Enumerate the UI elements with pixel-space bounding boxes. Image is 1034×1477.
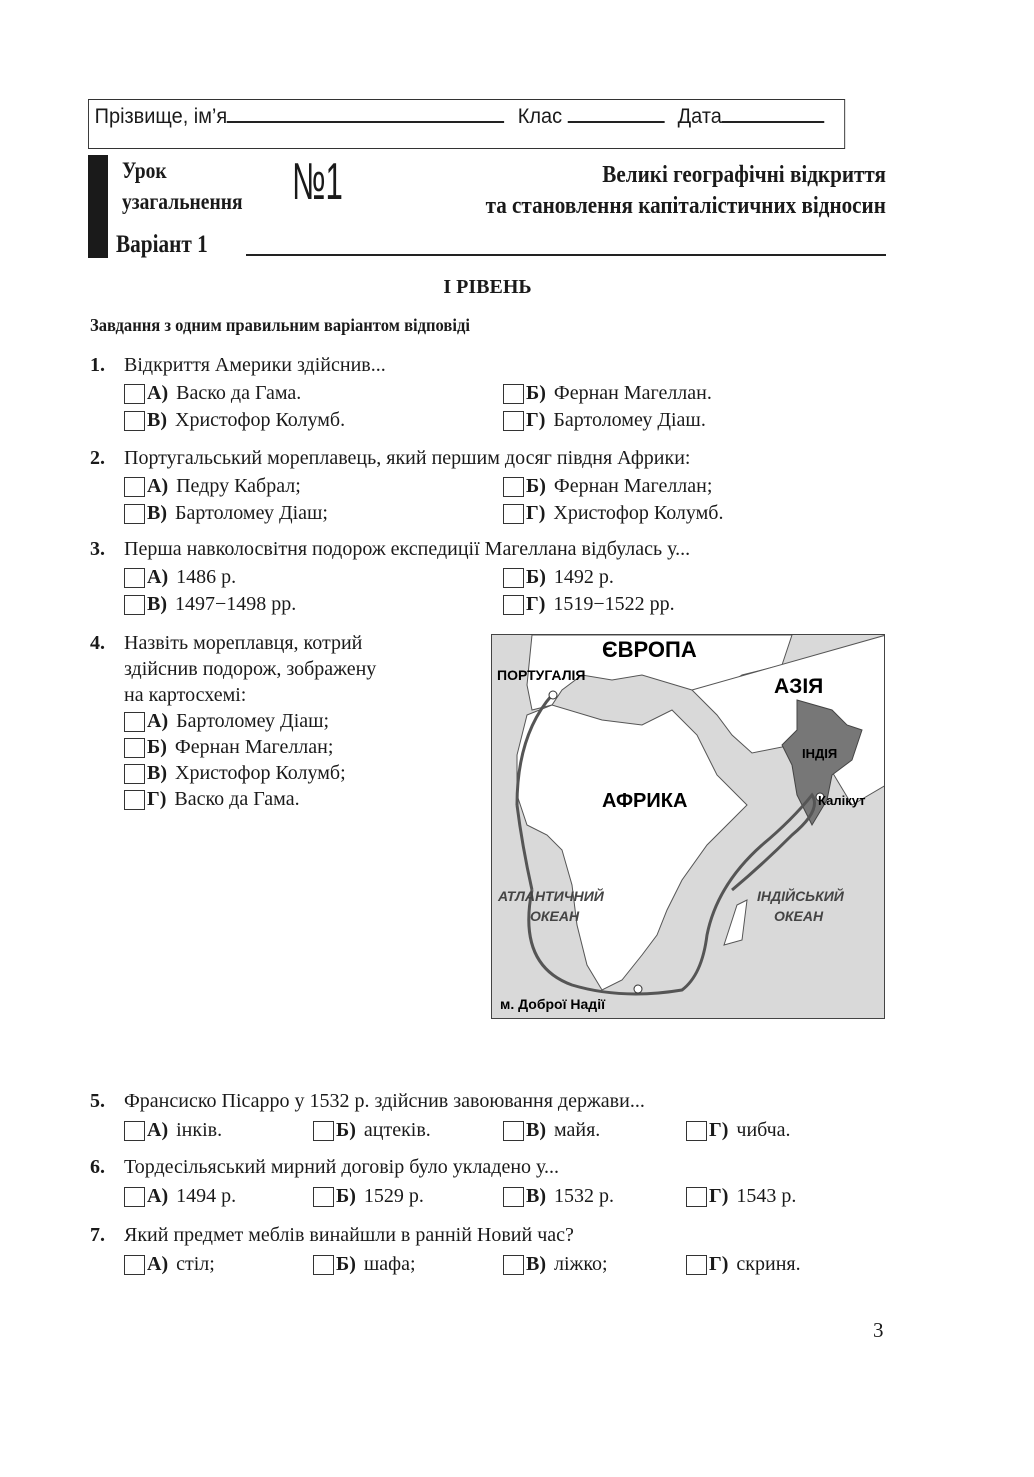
answer-option[interactable] [686,1185,796,1208]
cape-marker [634,985,642,993]
answer-checkbox[interactable] [313,1187,334,1207]
answer-option[interactable] [124,502,328,525]
question-number: 6. [90,1156,105,1178]
lesson-title [486,160,886,222]
portugal-marker [549,691,557,699]
variant-label: Варіант 1 [116,231,208,258]
answer-checkbox[interactable] [124,790,145,810]
label-cape: м. Доброї Надії [500,996,606,1012]
option-letter: А) [147,382,169,404]
class-label: Клас [517,105,563,128]
answer-checkbox[interactable] [313,1255,334,1275]
question-number: 1. [90,354,105,376]
option-letter: Г) [709,1119,729,1141]
answer-checkbox[interactable] [686,1255,707,1275]
name-field[interactable] [227,103,504,123]
option-text: 1497−1498 рр. [175,593,297,615]
answer-checkbox[interactable] [503,411,524,431]
option-letter: В) [147,762,167,784]
answer-option[interactable] [124,788,300,811]
variant-line[interactable] [246,254,886,256]
section-bar [88,155,108,258]
africa-land [517,705,747,990]
option-text: стіл; [176,1253,215,1275]
answer-checkbox[interactable] [124,568,145,588]
answer-checkbox[interactable] [124,504,145,524]
question-text: Який предмет меблів винайшли в ранній Новий час? [124,1224,574,1246]
task-heading: Завдання з одним правильним варіантом відповіді [90,315,470,335]
answer-option[interactable] [124,1185,236,1208]
answer-option[interactable] [503,593,675,616]
answer-checkbox[interactable] [124,411,145,431]
page-number: 3 [873,1318,884,1342]
option-text: Христофор Колумб. [553,502,724,524]
answer-checkbox[interactable] [503,504,524,524]
answer-checkbox[interactable] [503,595,524,615]
question-text: здійснив подорож, зображену [124,658,377,680]
option-letter: А) [147,475,169,497]
date-field[interactable] [722,103,825,123]
answer-option[interactable] [503,475,712,498]
lesson-number: №1 [292,153,343,211]
label-europe: ЄВРОПА [602,637,697,662]
option-text: Бартоломеу Діаш; [175,502,328,524]
option-letter: А) [147,1119,169,1141]
answer-option[interactable] [124,409,345,432]
label-indian-2: ОКЕАН [774,908,824,924]
class-field[interactable] [568,103,665,123]
route-map [491,634,885,1019]
name-label: Прізвище, ім’я [94,105,228,128]
title-line-2: та становлення капіталістичних відносин [485,193,886,219]
answer-option[interactable] [686,1119,791,1142]
option-letter: А) [147,1253,169,1275]
question-text: Перша навколосвітня подорож експедиції Магеллана відбулась у... [124,538,691,560]
option-text: Васко да Гама. [176,382,302,404]
answer-checkbox[interactable] [503,384,524,404]
option-letter: Б) [526,566,546,588]
option-letter: А) [147,1185,169,1207]
answer-checkbox[interactable] [124,712,145,732]
answer-option[interactable] [124,762,346,785]
option-text: шафа; [363,1253,416,1275]
question-number: 2. [90,447,105,469]
option-letter: Г) [526,409,546,431]
option-text: ліжко; [554,1253,608,1275]
answer-checkbox[interactable] [124,764,145,784]
question-text: Франсиско Пісарро у 1532 р. здійснив завоювання держави... [124,1090,645,1112]
option-text: Фернан Магеллан; [553,475,713,497]
option-text: 1486 р. [176,566,237,588]
option-letter: Б) [526,382,546,404]
label-asia: АЗІЯ [774,675,824,698]
answer-option[interactable] [313,1253,416,1276]
answer-option[interactable] [124,475,301,498]
answer-checkbox[interactable] [124,1187,145,1207]
question-number: 7. [90,1224,105,1246]
answer-option[interactable] [124,593,296,616]
option-letter: Г) [526,502,546,524]
answer-checkbox[interactable] [686,1187,707,1207]
option-letter: В) [147,593,167,615]
option-letter: Г) [147,788,167,810]
label-india: ІНДІЯ [802,746,838,761]
question-text: Тордесільяський мирний договір було укладено у... [124,1156,560,1178]
answer-checkbox[interactable] [124,738,145,758]
option-letter: В) [526,1253,546,1275]
answer-checkbox[interactable] [124,1255,145,1275]
question-text: Португальський мореплавець, який першим досяг півдня Африки: [124,447,691,469]
answer-option[interactable] [124,710,329,733]
lesson-label-1: Урок [122,158,167,183]
label-portugal: ПОРТУГАЛІЯ [497,667,586,683]
answer-checkbox[interactable] [503,477,524,497]
answer-option[interactable] [124,1253,215,1276]
label-africa: АФРИКА [602,790,688,812]
answer-option[interactable] [503,1185,614,1208]
option-text: чибча. [736,1119,791,1141]
option-text: 1532 р. [554,1185,614,1207]
answer-option[interactable] [124,736,333,759]
answer-checkbox[interactable] [503,1255,524,1275]
option-text: 1529 р. [363,1185,424,1207]
option-letter: В) [147,502,167,524]
answer-option[interactable] [503,409,706,432]
option-letter: А) [147,566,169,588]
answer-option[interactable] [124,566,236,589]
option-letter: Г) [526,593,546,615]
option-text: 1494 р. [176,1185,237,1207]
answer-option[interactable] [503,1119,600,1142]
answer-checkbox[interactable] [124,384,145,404]
answer-checkbox[interactable] [686,1121,707,1141]
option-text: Христофор Колумб; [175,762,346,784]
option-letter: Б) [336,1253,356,1275]
answer-checkbox[interactable] [124,1121,145,1141]
option-letter: Б) [336,1119,356,1141]
option-text: Педру Кабрал; [176,475,301,497]
answer-option[interactable] [503,502,723,525]
option-letter: Г) [709,1185,729,1207]
label-atlantic-2: ОКЕАН [530,908,580,924]
label-calicut: Калікут [818,793,866,808]
date-label: Дата [677,105,722,128]
label-atlantic-1: АТЛАНТИЧНИЙ [498,888,604,904]
option-text: Васко да Гама. [174,788,300,810]
question-text: Назвіть мореплавця, котрий [124,632,363,654]
option-text: майя. [554,1119,601,1141]
option-letter: Г) [709,1253,729,1275]
answer-checkbox[interactable] [124,477,145,497]
lesson-label-2: узагальнення [122,189,243,214]
answer-checkbox[interactable] [503,568,524,588]
option-text: 1519−1522 рр. [553,593,675,615]
option-text: ацтеків. [363,1119,431,1141]
option-text: 1492 р. [553,566,614,588]
option-text: Христофор Колумб. [175,409,346,431]
answer-option[interactable] [313,1185,424,1208]
question-number: 3. [90,538,105,560]
answer-checkbox[interactable] [503,1121,524,1141]
student-info-box [88,99,845,149]
option-letter: В) [147,409,167,431]
answer-option[interactable] [503,382,712,405]
option-letter: Б) [526,475,546,497]
answer-option[interactable] [124,382,301,405]
option-text: Фернан Магеллан. [553,382,712,404]
option-text: інків. [176,1119,223,1141]
label-indian-1: ІНДІЙСЬКИЙ [757,888,844,904]
answer-checkbox[interactable] [313,1121,334,1141]
question-number: 5. [90,1090,105,1112]
option-letter: Б) [147,736,167,758]
option-letter: А) [147,710,169,732]
title-line-1: Великі географічні відкриття [602,162,886,188]
option-letter: В) [526,1185,546,1207]
option-text: скриня. [736,1253,801,1275]
option-letter: Б) [336,1185,356,1207]
answer-option[interactable] [124,1119,222,1142]
question-text: Відкриття Америки здійснив... [124,354,386,376]
option-text: Бартоломеу Діаш. [553,409,706,431]
answer-checkbox[interactable] [124,595,145,615]
answer-option[interactable] [313,1119,431,1142]
option-letter: В) [526,1119,546,1141]
answer-checkbox[interactable] [503,1187,524,1207]
level-heading: І РІВЕНЬ [443,276,532,298]
option-text: Фернан Магеллан; [174,736,334,758]
madagascar [724,900,747,945]
answer-option[interactable] [503,566,614,589]
answer-option[interactable] [686,1253,801,1276]
question-text: на картосхемі: [124,684,247,706]
answer-option[interactable] [503,1253,608,1276]
question-number: 4. [90,632,105,654]
option-text: Бартоломеу Діаш; [176,710,330,732]
option-text: 1543 р. [736,1185,797,1207]
